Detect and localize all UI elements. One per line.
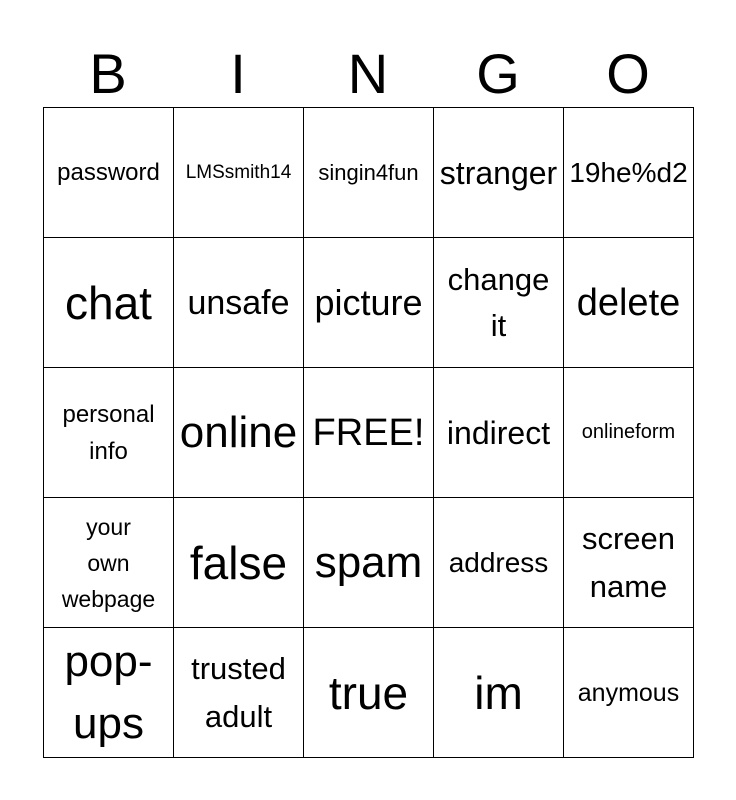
header-letter-o: O bbox=[606, 42, 650, 105]
bingo-cell[interactable] bbox=[174, 498, 304, 628]
cell-text: true bbox=[328, 666, 409, 719]
cell-text: false bbox=[189, 536, 288, 589]
cell-text: im bbox=[474, 666, 523, 719]
bingo-cell[interactable] bbox=[564, 238, 694, 368]
cell-text: picture bbox=[314, 281, 423, 323]
cell-text: pop- ups bbox=[64, 636, 153, 748]
cell-text: FREE! bbox=[312, 411, 425, 454]
bingo-header bbox=[43, 40, 693, 108]
cell-text: trusted adult bbox=[191, 650, 286, 734]
bingo-cell[interactable] bbox=[174, 108, 304, 238]
header-letter-g: G bbox=[476, 42, 520, 105]
bingo-cell[interactable] bbox=[564, 498, 694, 628]
cell-text: screen name bbox=[581, 520, 676, 604]
bingo-cell[interactable] bbox=[434, 238, 564, 368]
cell-text: change it bbox=[447, 261, 550, 343]
header-letter-b: B bbox=[89, 42, 127, 105]
bingo-cell[interactable] bbox=[304, 108, 434, 238]
cell-text: stranger bbox=[439, 154, 558, 191]
cell-text: onlineform bbox=[581, 421, 676, 443]
bingo-cell[interactable] bbox=[304, 498, 434, 628]
cell-text: address bbox=[448, 546, 549, 578]
cell-text: LMSsmith14 bbox=[185, 161, 292, 183]
bingo-cell[interactable] bbox=[434, 368, 564, 498]
bingo-cell[interactable] bbox=[304, 368, 434, 498]
cell-text: password bbox=[57, 158, 160, 186]
bingo-cell[interactable] bbox=[174, 368, 304, 498]
cell-text: 19he%d2 bbox=[569, 156, 688, 188]
bingo-cell[interactable] bbox=[564, 368, 694, 498]
bingo-cell[interactable] bbox=[44, 498, 174, 628]
bingo-cell[interactable] bbox=[174, 628, 304, 758]
bingo-cell[interactable] bbox=[434, 108, 564, 238]
cell-text: unsafe bbox=[187, 283, 290, 322]
bingo-cell[interactable] bbox=[304, 238, 434, 368]
bingo-cell[interactable] bbox=[564, 628, 694, 758]
bingo-cell[interactable] bbox=[44, 628, 174, 758]
cell-text: online bbox=[179, 407, 298, 457]
cell-text: spam bbox=[314, 537, 423, 587]
bingo-cell[interactable] bbox=[174, 238, 304, 368]
bingo-card-grid bbox=[43, 107, 694, 758]
bingo-cell[interactable] bbox=[564, 108, 694, 238]
header-letter-n: N bbox=[347, 42, 389, 105]
bingo-cell[interactable] bbox=[44, 368, 174, 498]
bingo-cell[interactable] bbox=[434, 498, 564, 628]
bingo-cell[interactable] bbox=[44, 108, 174, 238]
cell-text: your own webpage bbox=[61, 513, 156, 612]
cell-text: indirect bbox=[446, 414, 551, 451]
cell-text: anymous bbox=[577, 678, 680, 707]
bingo-cell[interactable] bbox=[304, 628, 434, 758]
cell-text: delete bbox=[576, 281, 681, 324]
cell-text: singin4fun bbox=[318, 159, 419, 185]
cell-text: personal info bbox=[62, 400, 155, 465]
bingo-cell[interactable] bbox=[44, 238, 174, 368]
cell-text: chat bbox=[65, 276, 152, 329]
bingo-cell[interactable] bbox=[434, 628, 564, 758]
header-letter-i: I bbox=[230, 42, 246, 105]
